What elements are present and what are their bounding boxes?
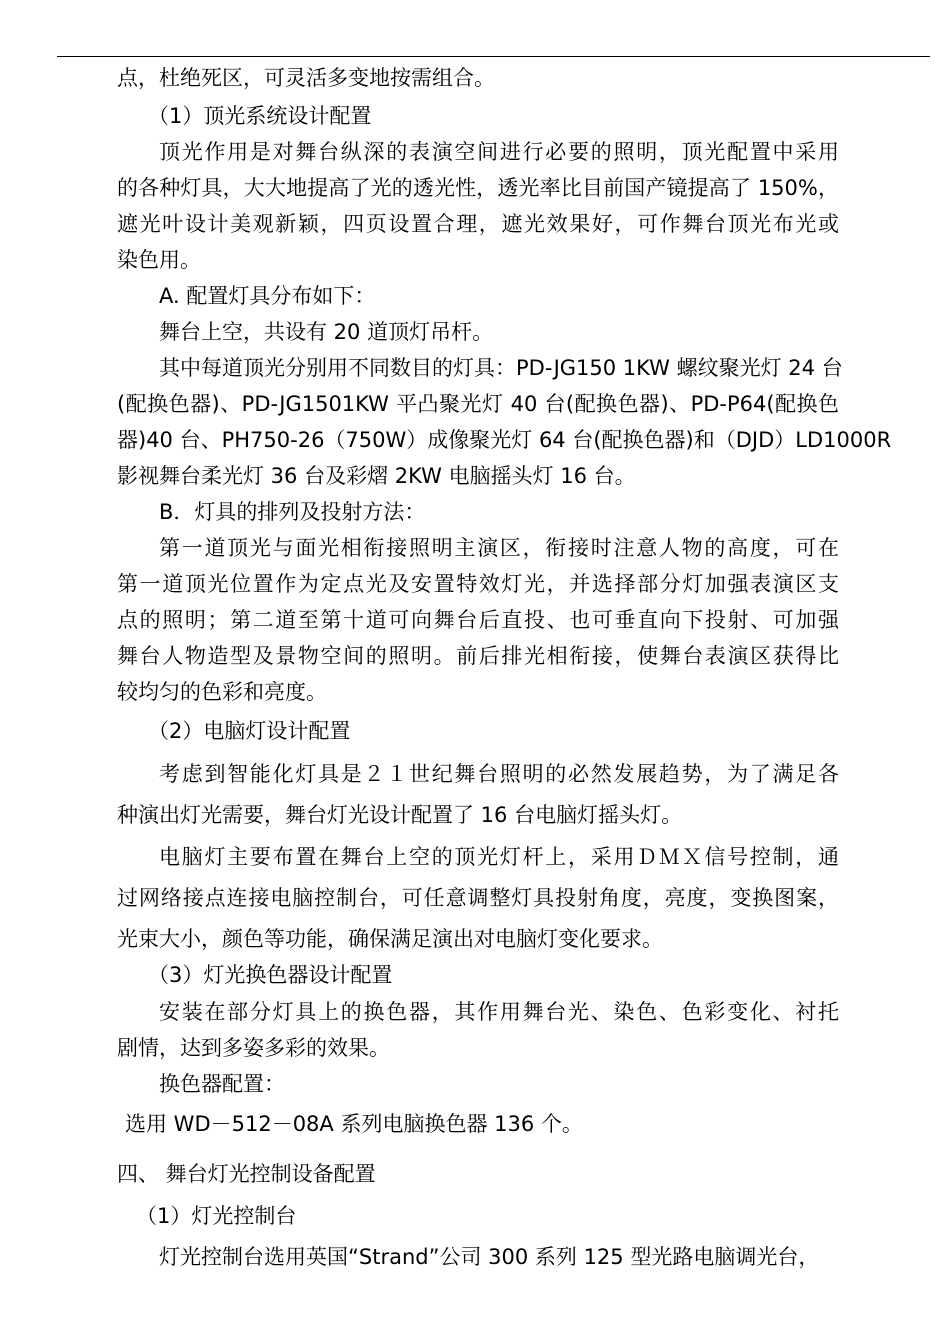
paragraph-first-line: 第一道顶光与面光相衔接照明主演区，衔接时注意人物的高度，可在: [159, 536, 839, 560]
body-text-line: 舞台人物造型及景物空间的照明。前后排光相衔接，使舞台表演区获得比: [117, 644, 839, 668]
paragraph-first-line: 考虑到智能化灯具是２１世纪舞台照明的必然发展趋势，为了满足各: [159, 762, 839, 786]
subsection-heading: B．灯具的排列及投射方法：: [159, 500, 426, 524]
paragraph-first-line: 电脑灯主要布置在舞台上空的顶光灯杆上，采用ＤＭＸ信号控制，通: [159, 845, 839, 869]
subsection-heading: 换色器配置：: [159, 1072, 285, 1096]
paragraph-first-line: 其中每道顶光分别用不同数目的灯具：PD-JG150 1KW 螺纹聚光灯 24 台: [159, 356, 843, 380]
body-text-line: 选用 WD－512－08A 系列电脑换色器 136 个。: [125, 1112, 583, 1136]
section-heading: （1）灯光控制台: [136, 1204, 297, 1228]
paragraph-first-line: 舞台上空，共设有 20 道顶灯吊杆。: [159, 320, 494, 344]
body-text-line: (配换色器)、PD-JG1501KW 平凸聚光灯 40 台(配换色器)、PD-P64(配换色: [117, 392, 839, 416]
body-text-line: 过网络接点连接电脑控制台，可任意调整灯具投射角度，亮度，变换图案，: [117, 886, 839, 910]
body-text-line: 遮光叶设计美观新颖，四页设置合理，遮光效果好，可作舞台顶光布光或: [117, 212, 839, 236]
subsection-heading: A. 配置灯具分布如下：: [159, 284, 376, 308]
body-text-line: 点，杜绝死区，可灵活多变地按需组合。: [117, 66, 495, 90]
body-text-line: 染色用。: [117, 248, 201, 272]
paragraph-first-line: 顶光作用是对舞台纵深的表演空间进行必要的照明，顶光配置中采用: [159, 140, 839, 164]
body-text-line: 的各种灯具，大大地提高了光的透光性，透光率比目前国产镜提高了 150%，: [117, 176, 839, 200]
body-text-line: 第一道顶光位置作为定点光及安置特效灯光，并选择部分灯加强表演区支: [117, 572, 839, 596]
body-text-line: 剧情，达到多姿多彩的效果。: [117, 1036, 390, 1060]
paragraph-first-line: 灯光控制台选用英国“Strand”公司 300 系列 125 型光路电脑调光台，: [159, 1245, 820, 1269]
paragraph-first-line: 安装在部分灯具上的换色器，其作用舞台光、染色、色彩变化、衬托: [159, 1000, 839, 1024]
body-text-line: 光束大小，颜色等功能，确保满足演出对电脑灯变化要求。: [117, 927, 663, 951]
chapter-heading: 四、 舞台灯光控制设备配置: [117, 1162, 376, 1186]
body-text-line: 器)40 台、PH750-26（750W）成像聚光灯 64 台(配换色器)和（DJD）LD1000R: [117, 428, 892, 452]
section-heading: （3）灯光换色器设计配置: [148, 963, 393, 987]
section-heading: （2）电脑灯设计配置: [148, 719, 351, 743]
body-text-line: 较均匀的色彩和亮度。: [117, 680, 327, 704]
body-text-line: 影视舞台柔光灯 36 台及彩熠 2KW 电脑摇头灯 16 台。: [117, 464, 636, 488]
body-text-line: 种演出灯光需要，舞台灯光设计配置了 16 台电脑灯摇头灯。: [117, 803, 683, 827]
header-rule: [57, 56, 930, 57]
body-text-line: 点的照明；第二道至第十道可向舞台后直投、也可垂直向下投射、可加强: [117, 608, 839, 632]
section-heading: （1）顶光系统设计配置: [148, 104, 372, 128]
